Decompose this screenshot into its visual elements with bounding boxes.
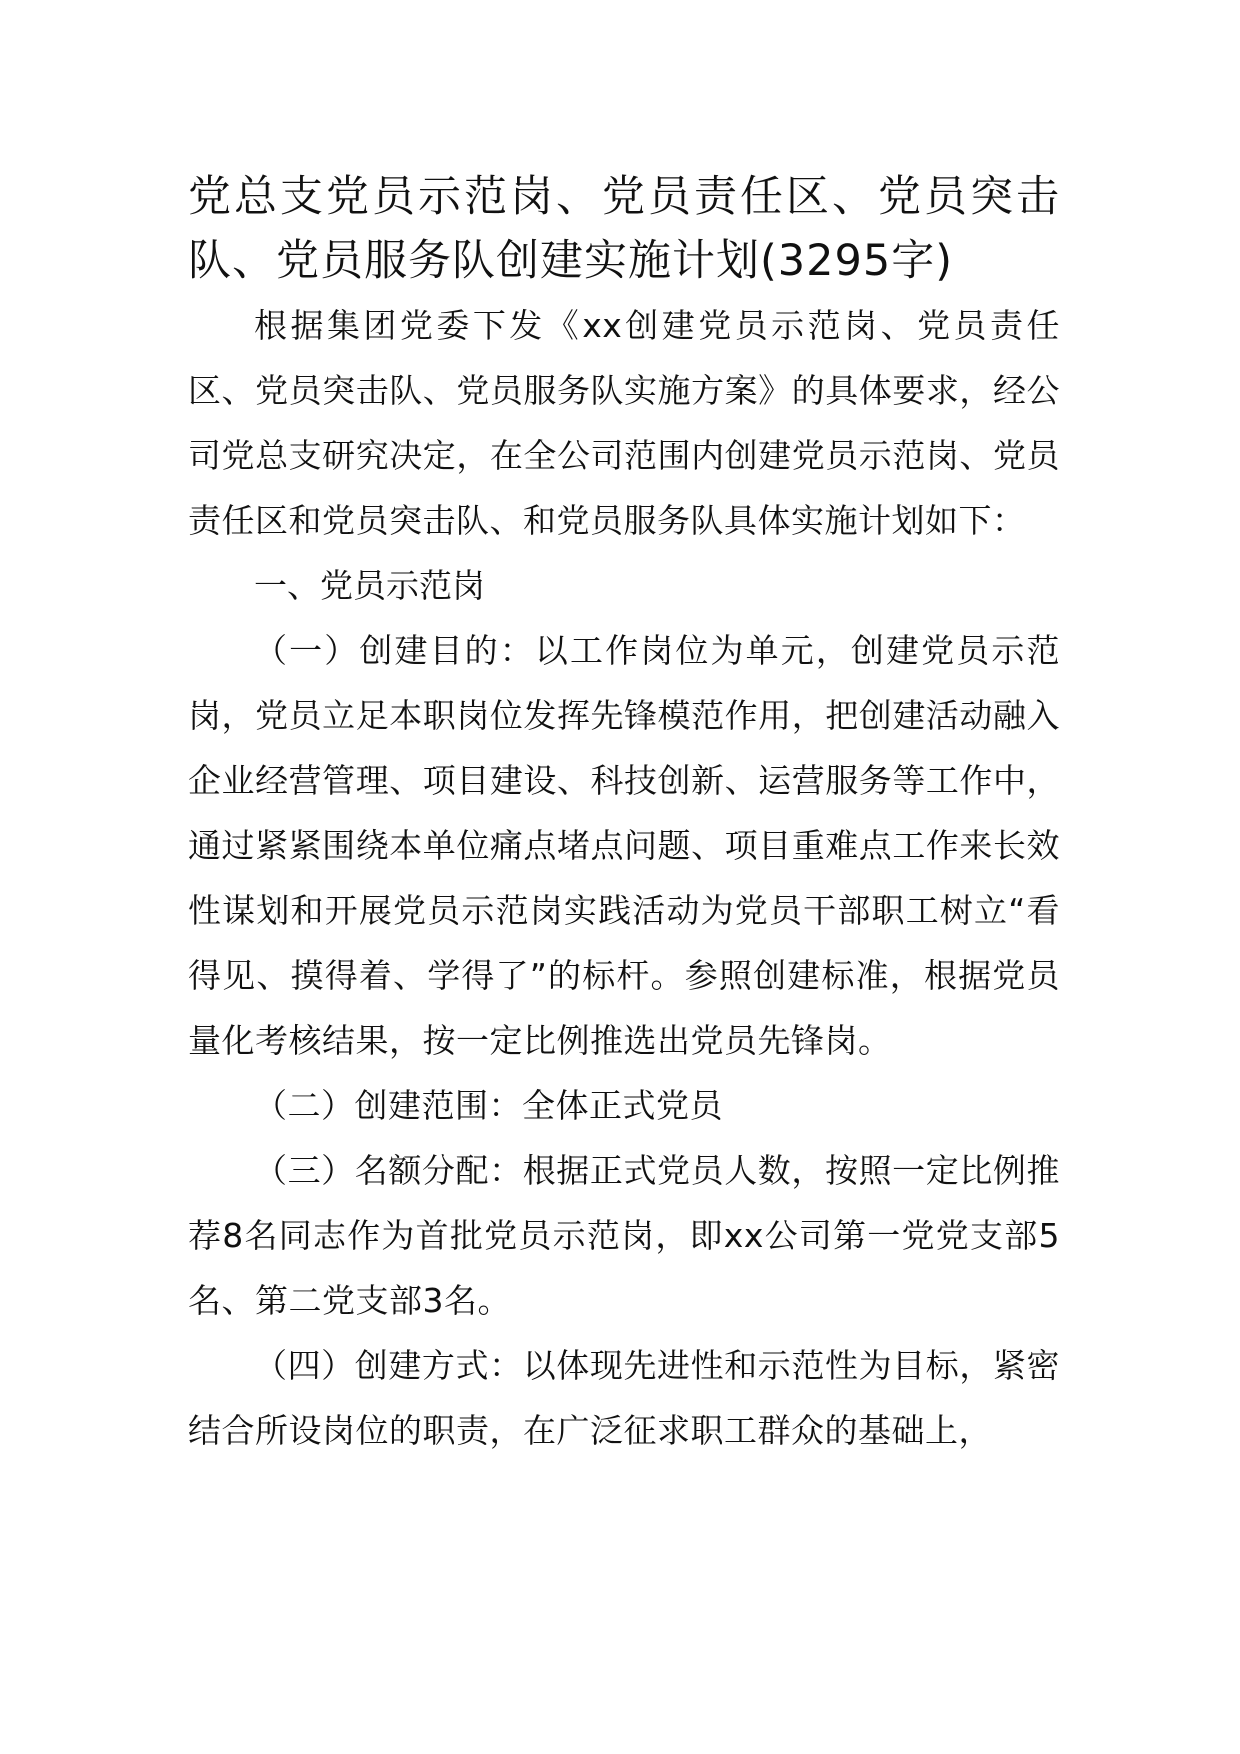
item-quota: （三）名额分配：根据正式党员人数，按照一定比例推荐8名同志作为首批党员示范岗，即xx公司第一党党支部5名、第二党支部3名。 [188, 1151, 1060, 1320]
item-purpose: （一）创建目的：以工作岗位为单元，创建党员示范岗，党员立足本职岗位发挥先锋模范作用，把创建活动融入企业经营管理、项目建设、科技创新、运营服务等工作中，通过紧紧围绕本单位痛点堵点问题、项目重难点工作来长效性谋划和开展党员示范岗实践活动为党员干部职工树立“看得见、摸得着、学得了”的标杆。参照创建标准，根据党员量化考核结果，按一定比例推选出党员先锋岗。 [188, 631, 1060, 1060]
document-page [188, 165, 1060, 1463]
item-method: （四）创建方式：以体现先进性和示范性为目标，紧密结合所设岗位的职责，在广泛征求职工群众的基础上， [188, 1346, 1060, 1450]
section-heading: 一、党员示范岗 [254, 566, 485, 605]
intro-paragraph: 根据集团党委下发《xx创建党员示范岗、党员责任区、党员突击队、党员服务队实施方案》的具体要求，经公司党总支研究决定，在全公司范围内创建党员示范岗、党员责任区和党员突击队、和党员服务队具体实施计划如下： [188, 306, 1060, 540]
document-title: 党总支党员示范岗、党员责任区、党员突击队、党员服务队创建实施计划(3295字) [188, 172, 1060, 286]
item-scope: （二）创建范围：全体正式党员 [254, 1086, 723, 1125]
